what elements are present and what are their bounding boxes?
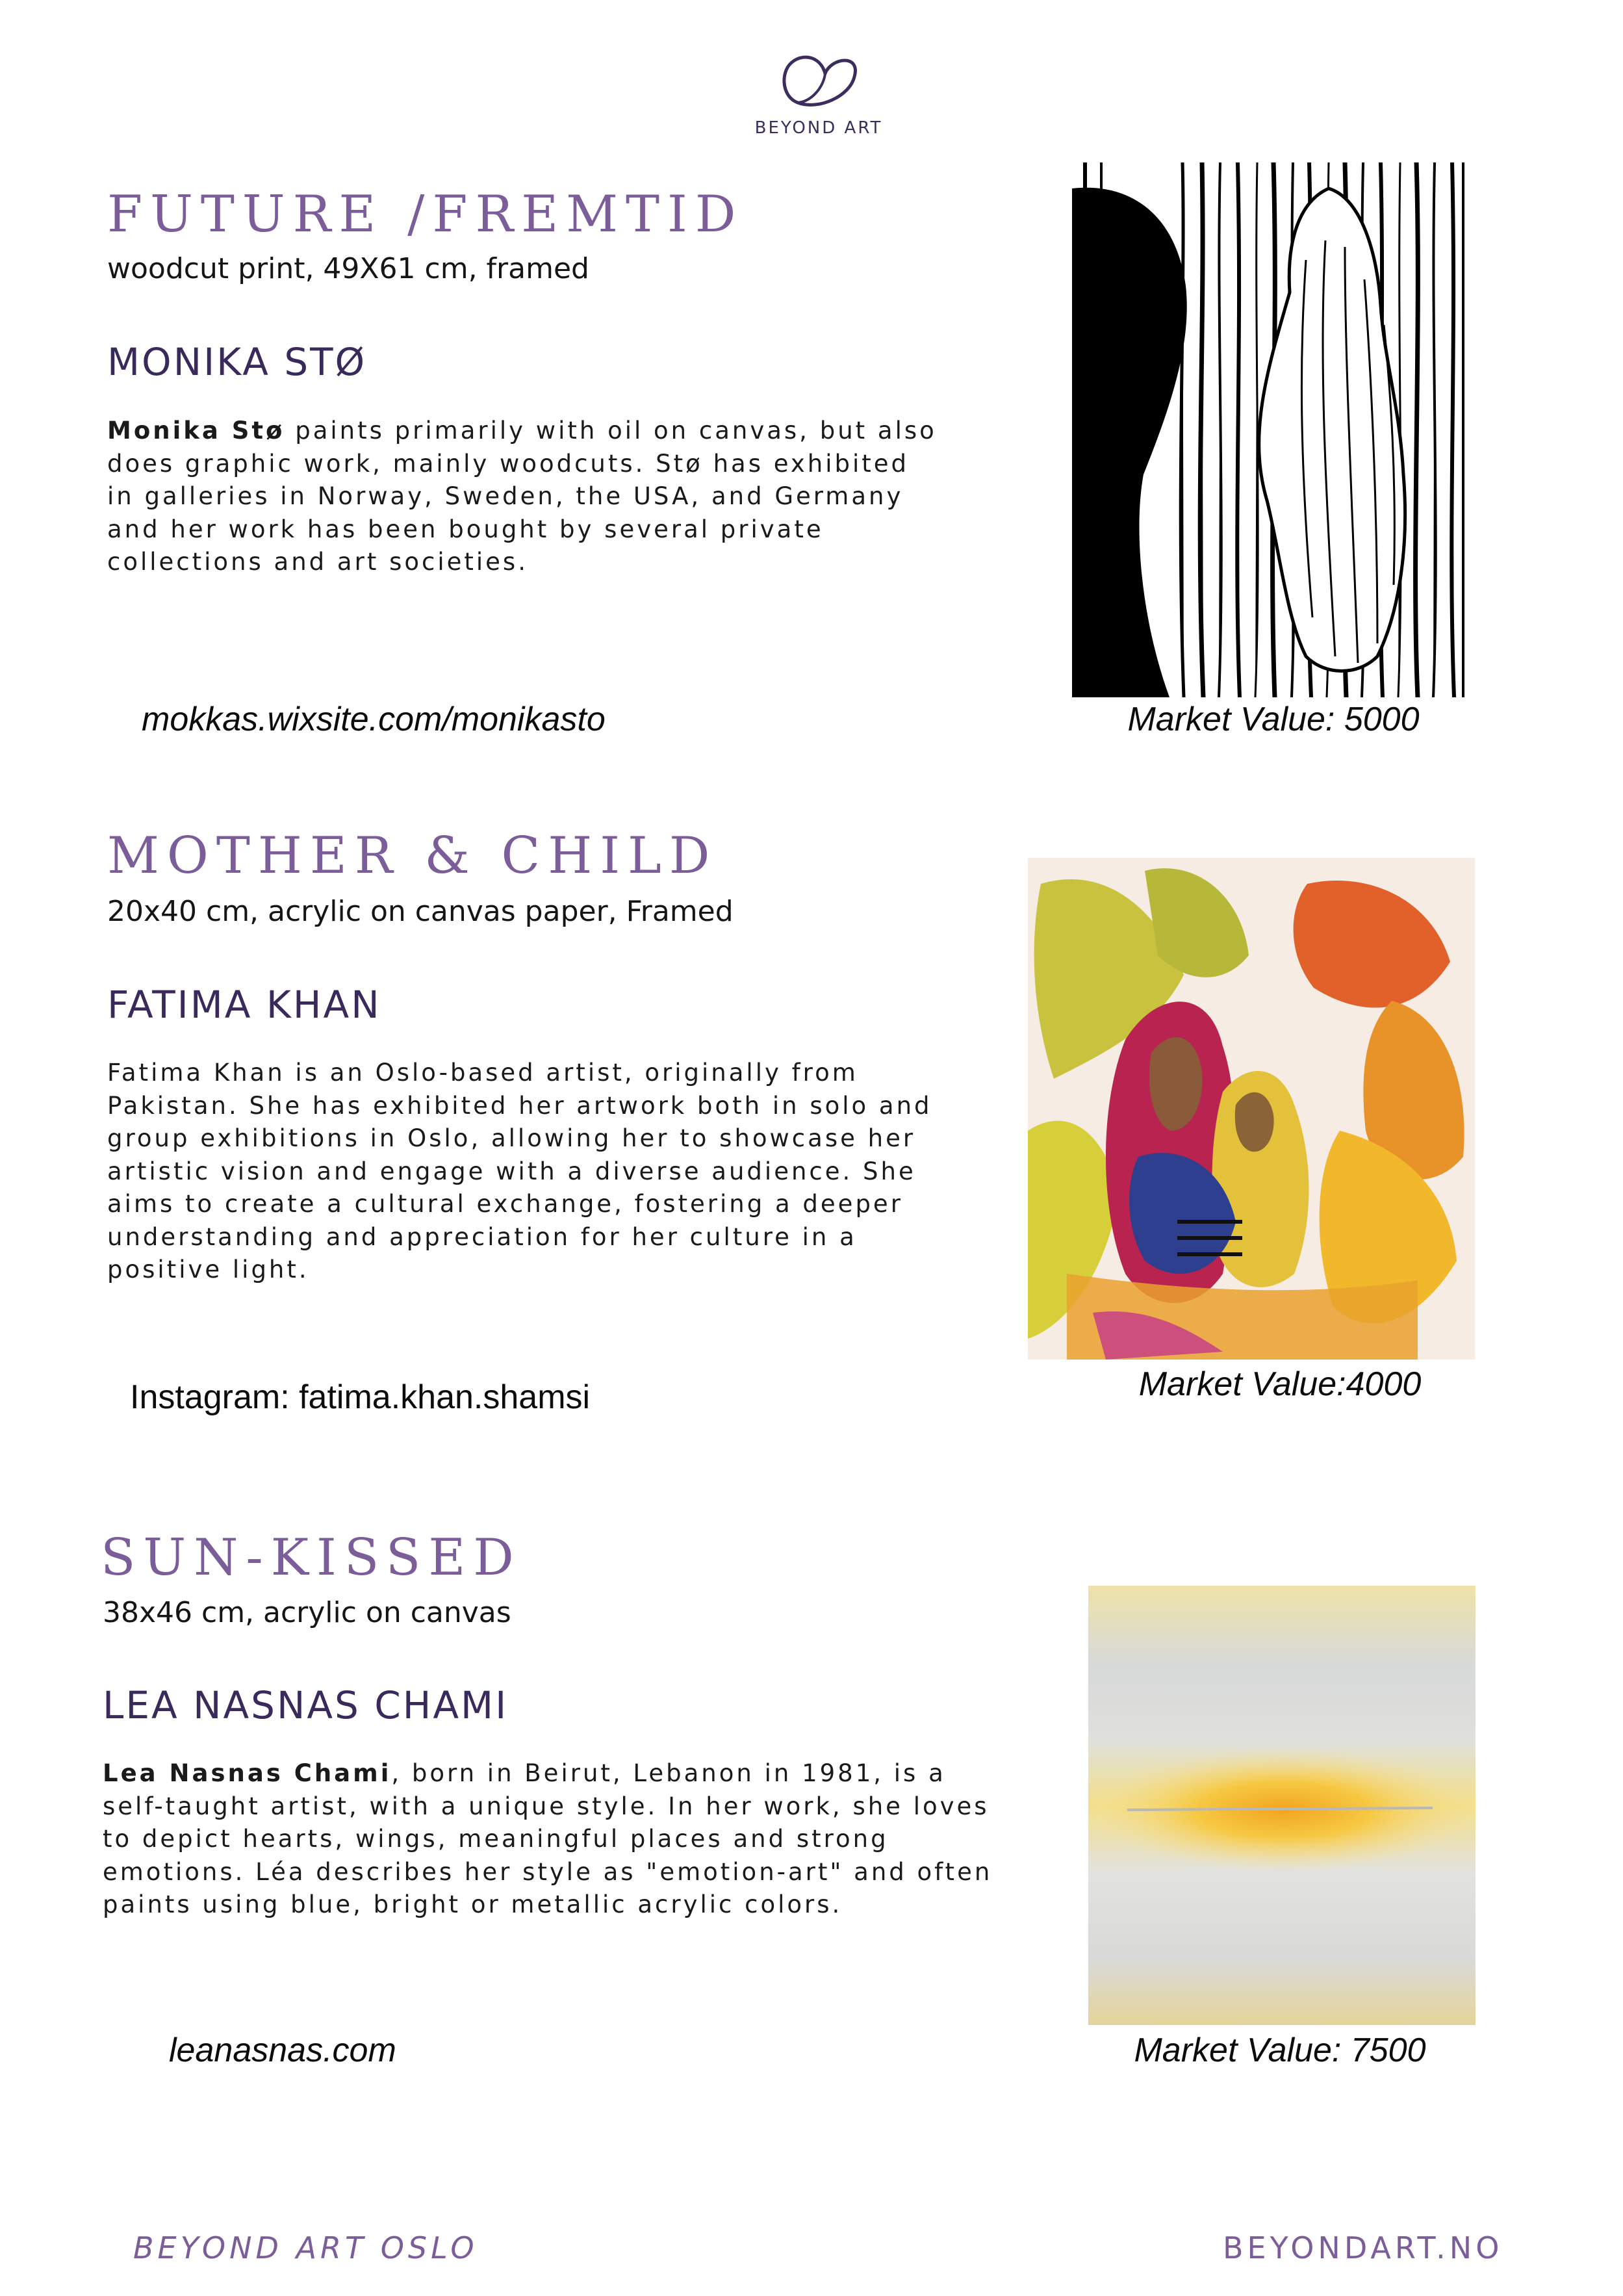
artist-name: MONIKA STØ	[107, 340, 367, 384]
footer-website-link[interactable]: BEYONDART.NO	[1223, 2230, 1503, 2265]
artist-name: FATIMA KHAN	[107, 983, 381, 1027]
artwork-image-abstract	[1088, 1586, 1476, 2025]
artwork-details: woodcut print, 49X61 cm, framed	[107, 252, 589, 285]
artwork-image-painting	[1028, 858, 1475, 1360]
bio-text: Fatima Khan is an Oslo-based artist, originally from Pakistan. She has exhibited her artwork both in solo and group exhibitions in Oslo, allowing her to showcase her artistic vision and engage with a diverse audience. She aims to create a cultural exchange, fostering a deeper understanding and appreciation for her culture in a positive light.	[107, 1059, 932, 1283]
market-value: Market Value: 7500	[1134, 2032, 1426, 2069]
artwork-details: 20x40 cm, acrylic on canvas paper, Framed	[107, 895, 734, 928]
artist-website-link[interactable]: leanasnas.com	[169, 2032, 396, 2069]
artwork-title: FUTURE /FREMTID	[107, 185, 744, 244]
artwork-image-woodcut	[1072, 162, 1468, 697]
bio-lead: Lea Nasnas Chami	[103, 1759, 392, 1787]
artist-website-link[interactable]: mokkas.wixsite.com/monikasto	[142, 701, 606, 738]
artist-bio	[107, 1057, 945, 1287]
artist-name: LEA NASNAS CHAMI	[103, 1683, 509, 1727]
artwork-details: 38x46 cm, acrylic on canvas	[103, 1596, 511, 1629]
brand-logo	[747, 51, 890, 138]
bio-text: paints primarily with oil on canvas, but also does graphic work, mainly woodcuts. Stø has exhibited in galleries in Norway, Sweden, the USA, and Germany and her work has been bought by several private collections and art societies.	[107, 417, 937, 576]
artwork-title: SUN-KISSED	[101, 1529, 522, 1587]
bio-lead: Monika Stø	[107, 417, 285, 445]
market-value: Market Value:4000	[1138, 1365, 1422, 1403]
logo-text: BEYOND ART	[754, 118, 883, 138]
artist-instagram-link[interactable]: Instagram: fatima.khan.shamsi	[130, 1378, 591, 1416]
market-value: Market Value: 5000	[1127, 701, 1420, 738]
footer-brand: BEYOND ART OSLO	[133, 2230, 478, 2265]
butterfly-logo-icon	[773, 51, 864, 113]
artwork-title: MOTHER & CHILD	[107, 827, 718, 885]
artist-bio	[107, 415, 945, 579]
bio-text: , born in Beirut, Lebanon in 1981, is a self-taught artist, with a unique style. In her work, she loves to depict hearts, wings, meaningful places and strong emotions. Léa describes her style as "emotion-art" and often paints using blue, bright or metallic acrylic colors.	[103, 1759, 993, 1918]
artist-bio	[103, 1757, 1012, 1922]
